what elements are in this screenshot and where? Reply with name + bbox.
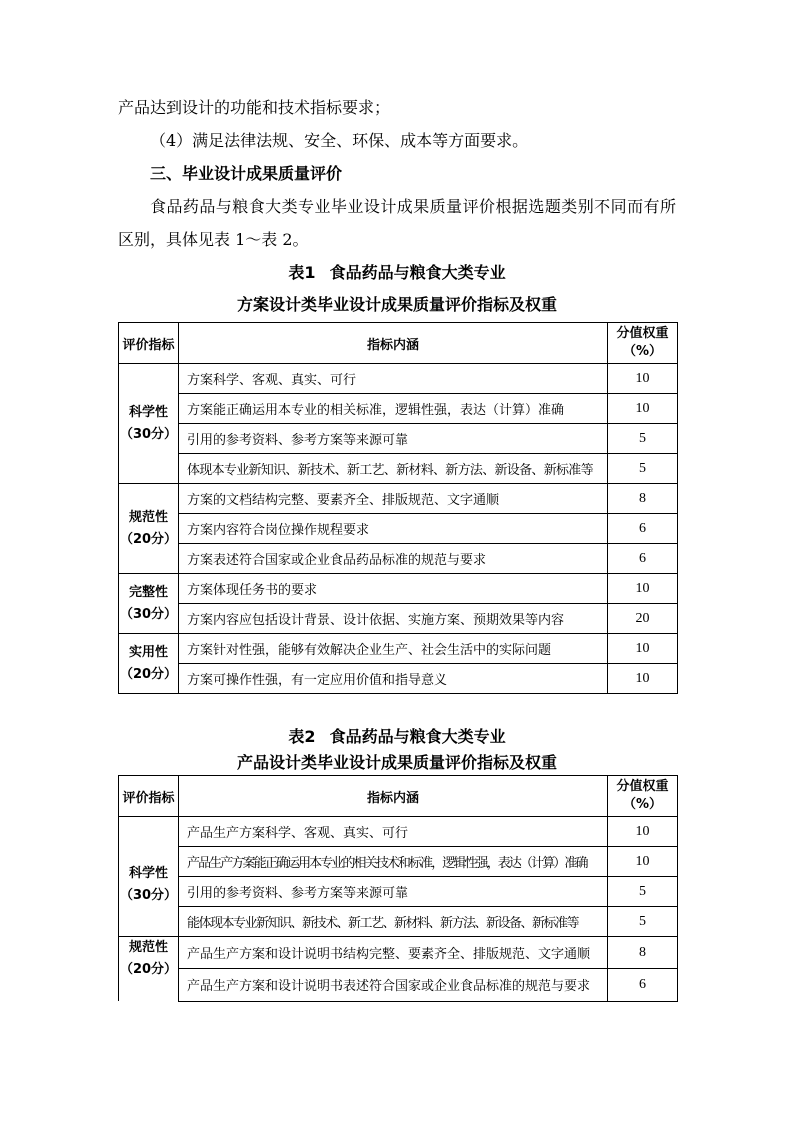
criterion-weight: 10 bbox=[608, 634, 678, 664]
table-1-title bbox=[118, 257, 676, 321]
paragraph-item-4: （4）满足法律法规、安全、环保、成本等方面要求。 bbox=[150, 131, 529, 150]
criterion-text: 产品生产方案能正确运用本专业的相关技术和标准，逻辑性强，表达（计算）准确 bbox=[179, 847, 608, 877]
criterion-text: 方案表述符合国家或企业食品药品标准的规范与要求 bbox=[179, 544, 608, 574]
table-row bbox=[119, 817, 678, 847]
header-weight-unit: （%） bbox=[622, 797, 663, 812]
criterion-weight: 8 bbox=[608, 484, 678, 514]
group-score: （20分） bbox=[119, 531, 178, 547]
criterion-text: 方案体现任务书的要求 bbox=[179, 574, 608, 604]
header-weight-unit: （%） bbox=[622, 344, 663, 359]
table-row bbox=[119, 484, 678, 514]
group-cell bbox=[119, 817, 179, 937]
group-score: （20分） bbox=[119, 962, 178, 977]
group-name: 规范性 bbox=[128, 940, 168, 955]
criterion-weight: 10 bbox=[608, 574, 678, 604]
header-weight-label: 分值权重 bbox=[616, 326, 669, 341]
criterion-text: 方案内容应包括设计背景、设计依据、实施方案、预期效果等内容 bbox=[179, 604, 608, 634]
table-1 bbox=[118, 322, 678, 694]
table-2-subtitle: 产品设计类毕业设计成果质量评价指标及权重 bbox=[236, 753, 557, 772]
table-1-subtitle: 方案设计类毕业设计成果质量评价指标及权重 bbox=[236, 295, 557, 314]
table-1-subject: 食品药品与粮食大类专业 bbox=[329, 263, 506, 282]
criterion-weight: 20 bbox=[608, 604, 678, 634]
criterion-weight: 10 bbox=[608, 847, 678, 877]
table-header-row bbox=[119, 323, 678, 364]
criterion-text: 方案科学、客观、真实、可行 bbox=[179, 364, 608, 394]
criterion-text: 方案能正确运用本专业的相关标准，逻辑性强，表达（计算）准确 bbox=[179, 394, 608, 424]
criterion-text: 方案针对性强，能够有效解决企业生产、社会生活中的实际问题 bbox=[179, 634, 608, 664]
criterion-text: 产品生产方案和设计说明书表述符合国家或企业食品标准的规范与要求 bbox=[179, 969, 608, 1001]
table-header-row bbox=[119, 776, 678, 817]
header-indicator: 评价指标 bbox=[119, 776, 179, 817]
criterion-text: 引用的参考资料、参考方案等来源可靠 bbox=[179, 877, 608, 907]
table-row bbox=[119, 574, 678, 604]
criterion-weight: 10 bbox=[608, 364, 678, 394]
table-row bbox=[119, 394, 678, 424]
table-row bbox=[119, 514, 678, 544]
group-name: 科学性 bbox=[128, 404, 168, 420]
body-text bbox=[118, 91, 676, 256]
criterion-text: 能体现本专业新知识、新技术、新工艺、新材料、新方法、新设备、新标准等 bbox=[179, 907, 608, 937]
criterion-weight: 8 bbox=[608, 937, 678, 969]
criterion-weight: 10 bbox=[608, 664, 678, 694]
criterion-text: 产品生产方案和设计说明书结构完整、要素齐全、排版规范、文字通顺 bbox=[179, 937, 608, 969]
criterion-weight: 5 bbox=[608, 907, 678, 937]
paragraph-intro: 食品药品与粮食大类专业毕业设计成果质量评价根据选题类别不同而有所区别，具体见表 1～表 2。 bbox=[118, 197, 676, 249]
table-2-subject: 食品药品与粮食大类专业 bbox=[329, 727, 506, 746]
header-content: 指标内涵 bbox=[179, 776, 608, 817]
table-row bbox=[119, 877, 678, 907]
table-1-label: 表1 bbox=[288, 263, 316, 282]
group-score: （30分） bbox=[119, 426, 178, 442]
table-row bbox=[119, 847, 678, 877]
table-row bbox=[119, 544, 678, 574]
criterion-weight: 10 bbox=[608, 394, 678, 424]
criterion-weight: 5 bbox=[608, 454, 678, 484]
header-weight bbox=[608, 323, 678, 364]
criterion-weight: 6 bbox=[608, 544, 678, 574]
criterion-weight: 6 bbox=[608, 514, 678, 544]
table-row bbox=[119, 454, 678, 484]
table-2 bbox=[118, 775, 678, 1002]
criterion-text: 体现本专业新知识、新技术、新工艺、新材料、新方法、新设备、新标准等 bbox=[179, 454, 608, 484]
table-1-caption bbox=[118, 257, 676, 289]
group-name: 实用性 bbox=[128, 644, 168, 660]
table-row bbox=[119, 604, 678, 634]
group-cell bbox=[119, 364, 179, 484]
group-name: 科学性 bbox=[128, 865, 168, 881]
group-cell bbox=[119, 937, 179, 1002]
header-content: 指标内涵 bbox=[179, 323, 608, 364]
table-2-caption bbox=[118, 724, 676, 750]
table-2-title bbox=[118, 724, 676, 776]
group-name: 规范性 bbox=[128, 509, 168, 525]
header-weight bbox=[608, 776, 678, 817]
group-cell bbox=[119, 634, 179, 694]
group-cell bbox=[119, 484, 179, 574]
group-score: （30分） bbox=[119, 887, 178, 903]
criterion-weight: 5 bbox=[608, 424, 678, 454]
criterion-text: 方案可操作性强，有一定应用价值和指导意义 bbox=[179, 664, 608, 694]
criterion-text: 方案的文档结构完整、要素齐全、排版规范、文字通顺 bbox=[179, 484, 608, 514]
criterion-weight: 5 bbox=[608, 877, 678, 907]
criterion-text: 方案内容符合岗位操作规程要求 bbox=[179, 514, 608, 544]
table-row bbox=[119, 907, 678, 937]
header-weight-label: 分值权重 bbox=[616, 779, 669, 794]
criterion-weight: 10 bbox=[608, 817, 678, 847]
table-2-label: 表2 bbox=[288, 727, 316, 746]
table-row bbox=[119, 364, 678, 394]
table-row bbox=[119, 969, 678, 1001]
criterion-text: 引用的参考资料、参考方案等来源可靠 bbox=[179, 424, 608, 454]
table-row bbox=[119, 424, 678, 454]
section-heading: 三、毕业设计成果质量评价 bbox=[150, 164, 343, 183]
paragraph-continuation: 产品达到设计的功能和技术指标要求； bbox=[118, 98, 391, 117]
table-row bbox=[119, 634, 678, 664]
group-score: （20分） bbox=[119, 666, 178, 682]
table-row bbox=[119, 664, 678, 694]
table-row bbox=[119, 937, 678, 969]
header-indicator: 评价指标 bbox=[119, 323, 179, 364]
group-score: （30分） bbox=[119, 606, 178, 622]
criterion-text: 产品生产方案科学、客观、真实、可行 bbox=[179, 817, 608, 847]
group-cell bbox=[119, 574, 179, 634]
criterion-weight: 6 bbox=[608, 969, 678, 1001]
group-name: 完整性 bbox=[128, 584, 168, 600]
